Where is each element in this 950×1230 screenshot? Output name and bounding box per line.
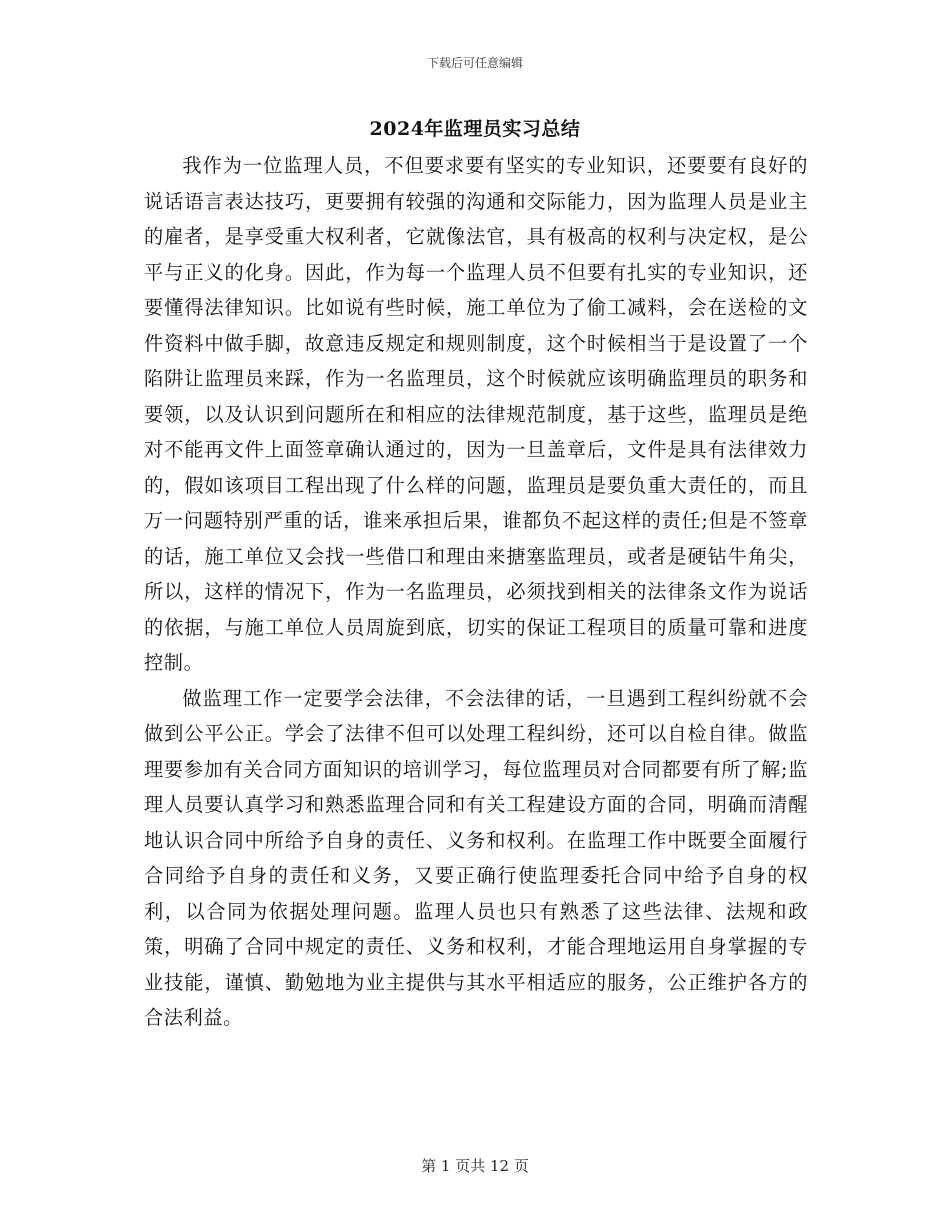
document-title: 2024年监理员实习总结 <box>369 118 581 140</box>
paragraph-1: 我作为一位监理人员，不但要求要有坚实的专业知识，还要要有良好的说话语言表达技巧，更要拥有较强的沟通和交际能力，因为监理人员是业主的雇者，是享受重大权利者，它就像法官，具有极高的权利与决定权，是公平与正义的化身。因此，作为每一个监理人员不但要有扎实的专业知识，还要懂得法律知识。比如说有些时候，施工单位为了偷工减料，会在送检的文件资料中做手脚，故意违反规定和规则制度，这个时候相当于是设置了一个陷阱让监理员来踩，作为一名监理员，这个时候就应该明确监理员的职务和要领，以及认识到问题所在和相应的法律规范制度，基于这些，监理员是绝对不能再文件上面签章确认通过的，因为一旦盖章后，文件是具有法律效力的，假如该项目工程出现了什么样的问题，监理员是要负重大责任的，而且万一问题特别严重的话，谁来承担后果，谁都负不起这样的责任;但是不签章的话，施工单位又会找一些借口和理由来搪塞监理员，或者是硬钻牛角尖，所以，这样的情况下，作为一名监理员，必须找到相关的法律条文作为说话的依据，与施工单位人员周旋到底，切实的保证工程项目的质量可靠和进度控制。 <box>144 154 808 674</box>
page-footer: 第 1 页共 12 页 <box>421 1157 529 1175</box>
header-note: 下载后可任意编辑 <box>426 56 523 70</box>
paragraph-2: 做监理工作一定要学会法律，不会法律的话，一旦遇到工程纠纷就不会做到公平公正。学会了法律不但可以处理工程纠纷，还可以自检自律。做监理要参加有关合同方面知识的培训学习，每位监理员对合同都要有所了解;监理人员要认真学习和熟悉监理合同和有关工程建设方面的合同，明确而清醒地认识合同中所给予自身的责任、义务和权利。在监理工作中既要全面履行合同给予自身的责任和义务，又要正确行使监理委托合同中给予自身的权利，以合同为依据处理问题。监理人员也只有熟悉了这些法律、法规和政策，明确了合同中规定的责任、义务和权利，才能合理地运用自身掌握的专业技能，谨慎、勤勉地为业主提供与其水平相适应的服务，公正维护各方的合法利益。 <box>144 686 808 1029</box>
document-body <box>144 148 808 1036</box>
